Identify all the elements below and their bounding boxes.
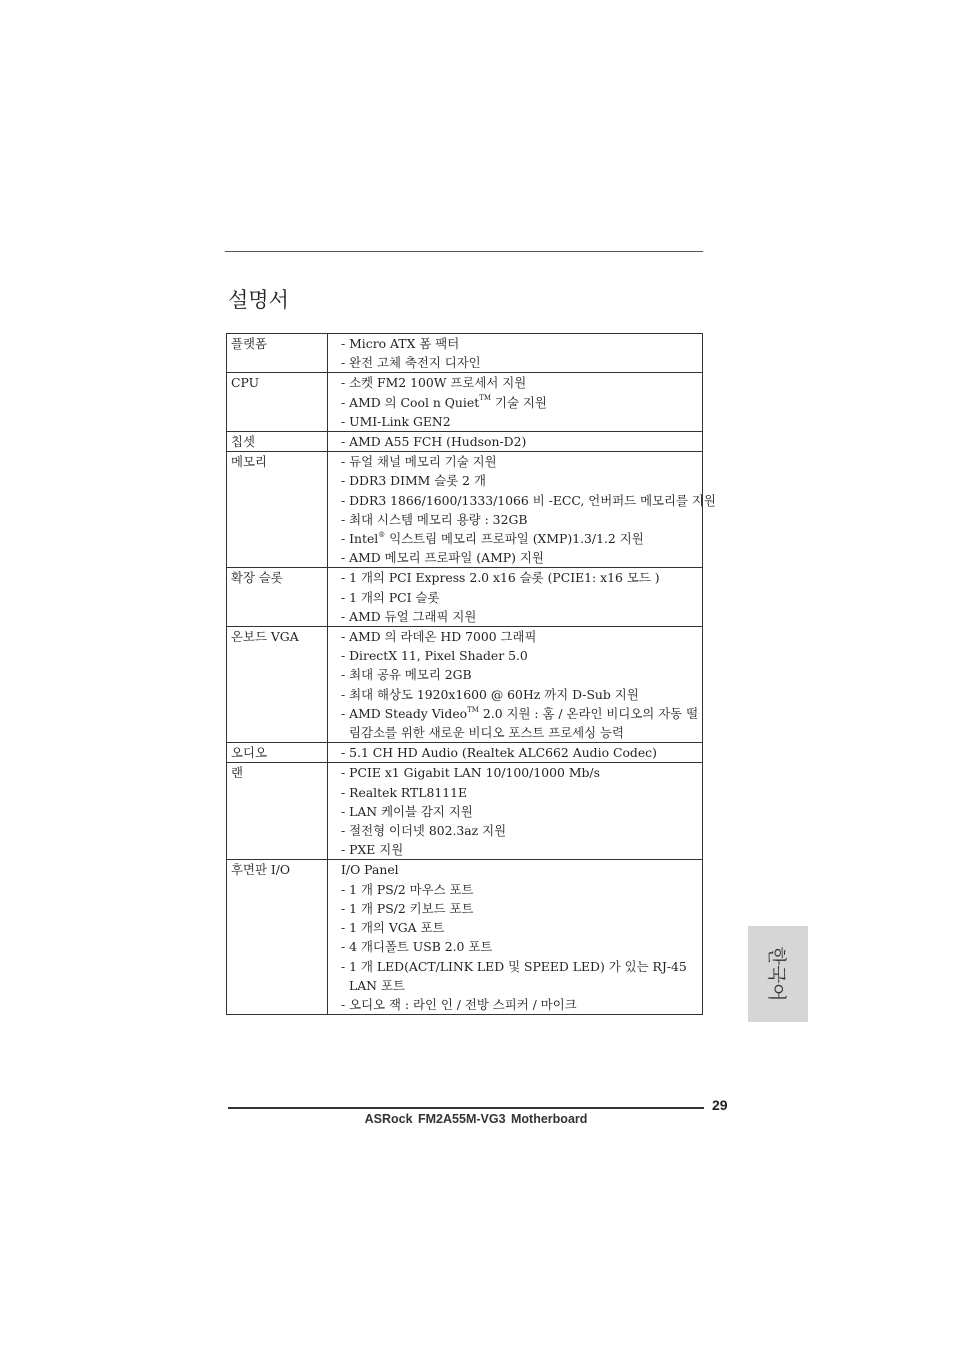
spec-line [341, 899, 701, 918]
spec-line-text: - PCIE x1 Gigabit LAN 10/100/1000 Mb/s [341, 765, 600, 781]
spec-line [341, 548, 701, 567]
spec-line-superscript: TM [467, 705, 479, 714]
spec-table [226, 333, 716, 1015]
spec-line [341, 353, 701, 372]
spec-line-text: - AMD 메모리 프로파일 (AMP) 지원 [341, 550, 544, 566]
spec-label: 확장 슬롯 [227, 568, 328, 627]
spec-line [341, 607, 701, 626]
spec-values [328, 452, 716, 568]
spec-line [341, 471, 701, 490]
spec-line [341, 880, 701, 899]
spec-line [341, 704, 701, 742]
spec-row [227, 627, 703, 743]
language-tab-label: 한국어 [765, 946, 788, 1002]
spec-line [341, 821, 701, 840]
spec-line-text: - Micro ATX 폼 팩터 [341, 336, 460, 351]
spec-label: CPU [227, 373, 328, 432]
spec-line-text: - 최대 해상도 1920x1600 @ 60Hz 까지 D-Sub 지원 [341, 686, 639, 702]
spec-line-text: - 4 개디폴트 USB 2.0 포트 [341, 939, 493, 955]
spec-line [341, 685, 701, 704]
spec-row [227, 373, 703, 432]
spec-line-text: - DDR3 DIMM 슬롯 2 개 [341, 473, 486, 489]
spec-values [328, 763, 703, 860]
spec-line [341, 665, 701, 684]
spec-line-text: - 1 개의 PCI Express 2.0 x16 슬롯 (PCIE1: x16 모드 ) [341, 570, 660, 586]
spec-line-text: - LAN 케이블 감지 지원 [341, 803, 473, 819]
spec-values [328, 627, 703, 743]
footer-divider [228, 1107, 704, 1109]
footer-product-name: ASRock FM2A55M-VG3 Motherboard [364, 1112, 588, 1126]
spec-line [341, 860, 701, 879]
spec-line-text: - PXE 지원 [341, 842, 404, 858]
spec-line-superscript: TM [479, 394, 492, 403]
spec-table-body [227, 334, 716, 1015]
spec-values [328, 432, 703, 452]
spec-line-text: - 1 개 PS/2 키보드 포트 [341, 900, 474, 916]
spec-line-text: - DirectX 11, Pixel Shader 5.0 [341, 648, 528, 664]
spec-line-superscript: ® [378, 530, 386, 539]
spec-line-text: - 소켓 FM2 100W 프로세서 지원 [341, 375, 527, 391]
spec-values [328, 373, 703, 432]
spec-line [341, 491, 716, 510]
spec-line-text-after: 2.0 지원 : 홈 / 온라인 비디오의 자동 떨림감소를 위한 새로운 비디오 포스트 프로세싱 능력 [349, 705, 699, 741]
spec-label: 오디오 [227, 743, 328, 763]
spec-line [341, 452, 701, 471]
spec-line-text-after: 기술 지원 [491, 394, 547, 410]
spec-line-text: - AMD A55 FCH (Hudson-D2) [341, 434, 527, 450]
spec-line-text: - 1 개의 PCI 슬롯 [341, 589, 440, 605]
spec-row [227, 334, 703, 373]
spec-row [227, 568, 703, 627]
spec-line [341, 393, 701, 412]
spec-line [341, 995, 701, 1014]
spec-line-text: - AMD Steady Video [341, 705, 468, 721]
spec-line [341, 334, 701, 353]
spec-row [227, 452, 703, 568]
spec-line-text: - AMD 의 라데온 HD 7000 그래픽 [341, 629, 537, 645]
spec-line [341, 840, 701, 859]
spec-line-text: - Intel [341, 531, 379, 547]
spec-values [328, 860, 703, 1015]
spec-label: 랜 [227, 763, 328, 860]
spec-line [341, 529, 701, 548]
spec-line [341, 918, 701, 937]
spec-line [341, 802, 701, 821]
spec-values [328, 334, 703, 373]
spec-line-text: - 1 개의 VGA 포트 [341, 920, 445, 936]
spec-line-text: - 완전 고체 축전지 디자인 [341, 355, 481, 371]
spec-line-text: - 최대 공유 메모리 2GB [341, 667, 472, 683]
spec-line [341, 432, 701, 451]
spec-label: 칩셋 [227, 432, 328, 452]
spec-line-text: - 오디오 잭 : 라인 인 / 전방 스피커 / 마이크 [341, 996, 577, 1012]
spec-line [341, 627, 701, 646]
spec-line-text-after: 익스트림 메모리 프로파일 (XMP)1.3/1.2 지원 [385, 531, 644, 547]
spec-values [328, 568, 703, 627]
spec-values [328, 743, 703, 763]
top-divider [225, 251, 703, 252]
spec-line [341, 510, 701, 529]
spec-label: 온보드 VGA [227, 627, 328, 743]
spec-line [341, 373, 701, 392]
spec-line [341, 568, 701, 587]
spec-line-text: - 1 개 LED(ACT/LINK LED 및 SPEED LED) 가 있는 RJ-45 LAN 포트 [341, 958, 687, 993]
spec-line [341, 957, 701, 995]
spec-line-text: - 5.1 CH HD Audio (Realtek ALC662 Audio Codec) [341, 745, 657, 761]
spec-line-text: I/O Panel [341, 862, 399, 878]
spec-label: 메모리 [227, 452, 328, 568]
spec-line [341, 743, 701, 762]
spec-line-text: - 절전형 이더넷 802.3az 지원 [341, 823, 507, 839]
spec-row [227, 763, 703, 860]
spec-line-text: - AMD 의 Cool n Quiet [341, 394, 480, 410]
spec-line-text: - UMI-Link GEN2 [341, 413, 451, 429]
spec-row [227, 860, 703, 1015]
spec-line [341, 937, 701, 956]
spec-line [341, 646, 701, 665]
page-title: 설명서 [228, 288, 289, 312]
spec-label: 후면판 I/O [227, 860, 328, 1015]
spec-line-text: - Realtek RTL8111E [341, 784, 468, 800]
spec-line [341, 783, 701, 802]
page-number: 29 [712, 1097, 728, 1113]
language-tab [748, 926, 808, 1022]
spec-label: 플랫폼 [227, 334, 328, 373]
spec-row [227, 432, 703, 452]
spec-line [341, 412, 701, 431]
spec-row [227, 743, 703, 763]
spec-line [341, 763, 701, 782]
spec-line-text: - 1 개 PS/2 마우스 포트 [341, 881, 474, 897]
spec-line-text: - 최대 시스템 메모리 용량 : 32GB [341, 511, 528, 527]
spec-line-text: - DDR3 1866/1600/1333/1066 비 -ECC, 언버퍼드 메모리를 지원 [341, 492, 716, 508]
spec-line-text: - AMD 듀얼 그래픽 지원 [341, 608, 477, 624]
spec-line-text: - 듀얼 채널 메모리 기술 지원 [341, 454, 497, 470]
spec-line [341, 588, 701, 607]
